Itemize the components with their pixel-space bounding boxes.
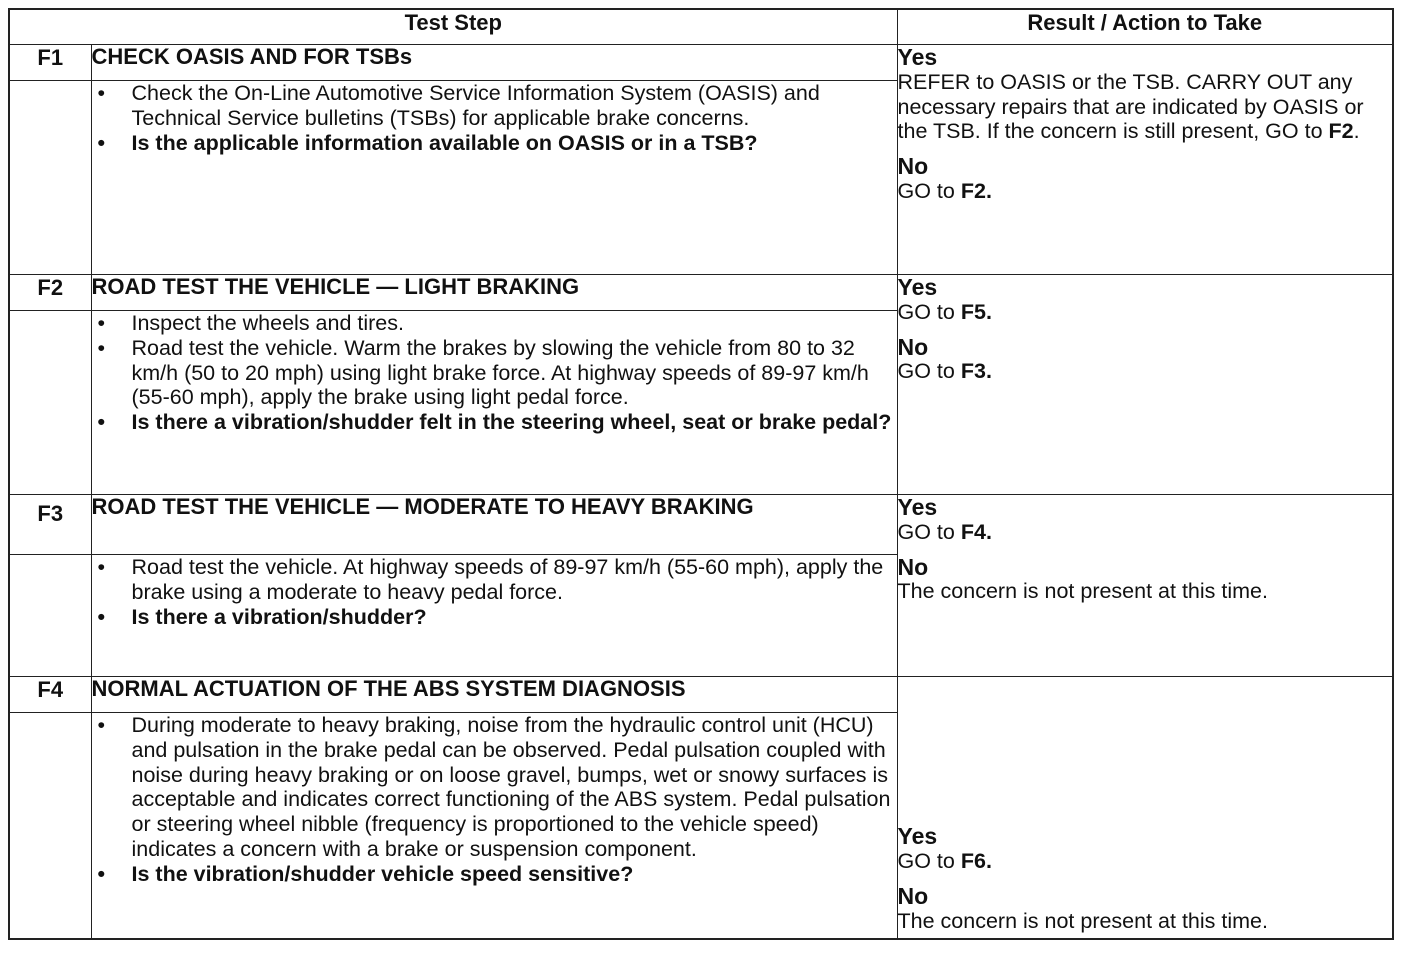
no-group	[898, 154, 1393, 204]
step-title-row	[9, 495, 1393, 555]
step-list	[92, 81, 897, 155]
step-title-row	[9, 677, 1393, 713]
yes-text: GO to	[897, 299, 955, 324]
yes-ref: F5.	[960, 299, 992, 324]
step-title: NORMAL ACTUATION OF THE ABS SYSTEM DIAGNOSIS	[91, 677, 897, 713]
result-header: Result / Action to Take	[897, 9, 1393, 45]
yes-text: REFER to OASIS or the TSB. CARRY OUT any necessary repairs that are indicated by OASIS or the TSB. If the concern is still present, GO to	[897, 69, 1364, 144]
no-text: The concern is not present at this time.	[897, 579, 1268, 604]
step-body	[91, 555, 897, 677]
no-group	[898, 884, 1393, 934]
result-cell	[897, 45, 1393, 275]
step-id: F1	[9, 45, 91, 81]
no-text: GO to	[897, 359, 955, 384]
no-label: No	[897, 882, 929, 909]
result-cell	[897, 677, 1393, 939]
list-item: • Road test the vehicle. At highway speeds of 89-97 km/h (55-60 mph), apply the brake using a moderate to heavy pedal force.	[97, 555, 884, 604]
step-title: CHECK OASIS AND FOR TSBs	[91, 45, 897, 81]
yes-group	[898, 824, 1393, 874]
step-question: • Is the vibration/shudder vehicle speed sensitive?	[97, 861, 634, 886]
yes-label: Yes	[897, 44, 938, 70]
step-id: F3	[9, 495, 91, 555]
yes-text: GO to	[897, 849, 955, 874]
yes-label: Yes	[897, 274, 938, 300]
result-cell	[897, 275, 1393, 495]
yes-ref: F4.	[960, 519, 992, 544]
list-item: • Inspect the wheels and tires.	[97, 311, 404, 335]
step-title-row	[9, 45, 1393, 81]
no-label: No	[897, 333, 929, 360]
result-cell	[897, 495, 1393, 677]
no-label: No	[897, 153, 929, 180]
no-label: No	[897, 553, 929, 580]
yes-end: .	[1353, 119, 1360, 144]
diagnostic-table	[8, 8, 1394, 940]
test-step-header: Test Step	[9, 9, 897, 45]
no-group	[898, 555, 1393, 605]
step-id: F2	[9, 275, 91, 311]
yes-group	[898, 495, 1393, 545]
step-list	[92, 311, 897, 435]
list-item: • Road test the vehicle. Warm the brakes by slowing the vehicle from 80 to 32 km/h (50 to 20 mph) using light brake force. At highway speeds of 89-97 km/h (55-60 mph), apply the brake using light pedal force.	[97, 335, 869, 410]
step-body	[91, 311, 897, 495]
step-list	[92, 713, 897, 887]
yes-group	[898, 275, 1393, 325]
no-text: GO to	[897, 178, 955, 203]
no-group	[898, 335, 1393, 385]
step-title: ROAD TEST THE VEHICLE — LIGHT BRAKING	[91, 275, 897, 311]
yes-label: Yes	[897, 494, 938, 520]
yes-group	[898, 45, 1393, 144]
step-body	[91, 713, 897, 939]
step-title-row	[9, 275, 1393, 311]
yes-ref: F2	[1328, 119, 1354, 144]
step-id: F4	[9, 677, 91, 713]
list-item: • During moderate to heavy braking, noise from the hydraulic control unit (HCU) and pulsation in the brake pedal can be observed. Pedal pulsation coupled with noise during heavy braking or on loose gravel, bumps, wet or snowy surfaces is acceptable and indicates correct functioning of the ABS system. Pedal pulsation or steering wheel nibble (frequency is proportioned to the vehicle speed) indicates a concern with a brake or suspension component.	[97, 713, 891, 861]
yes-ref: F6.	[960, 849, 992, 874]
step-body	[91, 81, 897, 275]
no-ref: F2.	[960, 178, 992, 203]
step-title: ROAD TEST THE VEHICLE — MODERATE TO HEAVY BRAKING	[91, 495, 897, 555]
list-item: • Check the On-Line Automotive Service Information System (OASIS) and Technical Service bulletins (TSBs) for applicable brake concerns.	[97, 81, 820, 130]
step-question: • Is there a vibration/shudder?	[97, 604, 427, 629]
yes-text: GO to	[897, 519, 955, 544]
no-text: The concern is not present at this time.	[897, 908, 1268, 933]
step-question: • Is the applicable information available on OASIS or in a TSB?	[97, 130, 758, 155]
no-ref: F3.	[960, 359, 992, 384]
header-row	[9, 9, 1393, 45]
step-list	[92, 555, 897, 629]
step-question: • Is there a vibration/shudder felt in the steering wheel, seat or brake pedal?	[97, 410, 892, 435]
yes-label: Yes	[897, 823, 938, 850]
